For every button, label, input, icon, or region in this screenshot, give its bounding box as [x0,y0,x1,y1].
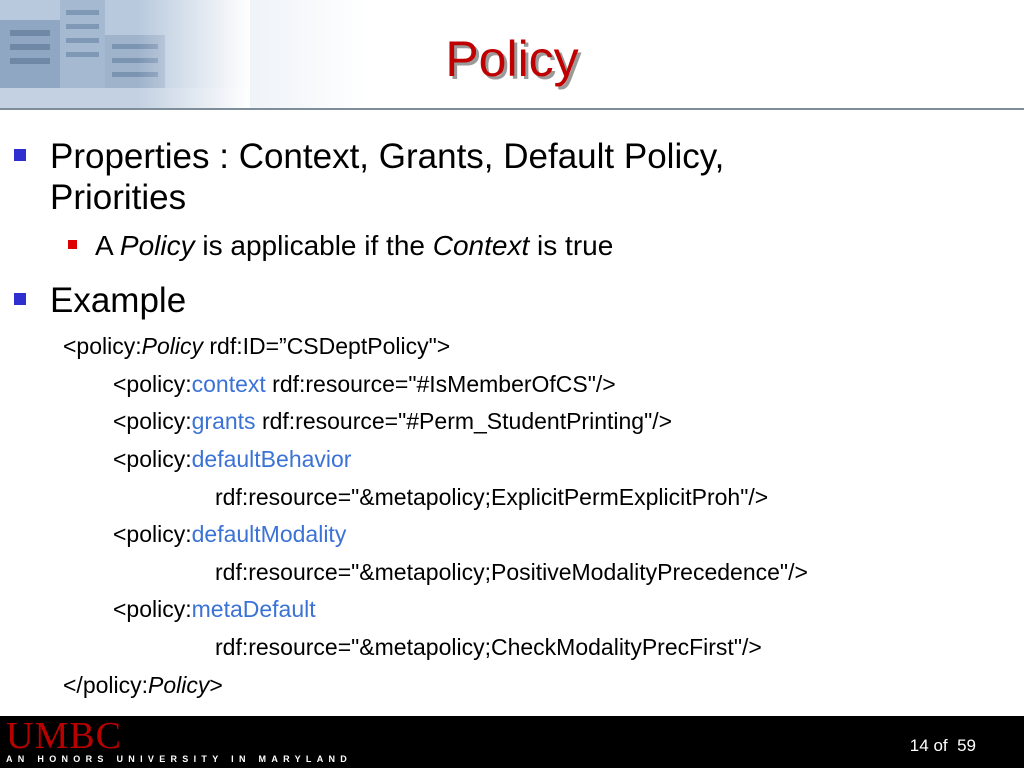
code-keyword: context [191,371,266,397]
code-line-policy-close [63,671,223,699]
bullet-properties [50,136,724,218]
slide-header [0,0,1024,110]
code-line-default-behavior [113,445,351,473]
code-token: > [209,672,223,698]
code-keyword: defaultModality [191,521,347,547]
bullet-square-icon [14,293,26,305]
code-line-default-modality [113,520,346,548]
code-token: <policy: [113,446,192,472]
bullet-properties-line1: Properties : Context, Grants, Default Policy, [50,137,725,176]
page-of: of [933,736,948,755]
code-line-default-modality-resource [215,558,808,586]
sub-bullet-text-mid: is applicable if the [194,230,433,261]
code-line-policy-open [63,332,450,360]
code-line-context [113,370,616,398]
header-divider [0,108,1024,110]
umbc-tagline: AN HONORS UNIVERSITY IN MARYLAND [6,754,353,764]
sub-bullet-context: Context [432,230,530,261]
umbc-logo: UMBC [6,715,122,757]
code-token: <policy: [113,408,192,434]
code-keyword: defaultBehavior [191,446,352,472]
code-token-italic: Policy [141,333,203,359]
sub-bullet-policy: Policy [119,230,195,261]
code-token: <policy: [113,596,192,622]
sub-bullet-text-end: is true [529,230,614,261]
code-token: <policy: [113,371,192,397]
code-line-meta-default-resource [215,633,762,661]
bullet-example [50,280,186,321]
slide-title: Policy [445,31,579,87]
sub-bullet-square-icon [68,240,77,249]
code-token: rdf:resource="#IsMemberOfCS"/> [265,371,616,397]
page-total: 59 [957,736,976,755]
sub-bullet-applicable [95,229,613,262]
code-token: rdf:resource="&metapolicy;ExplicitPermExplicitProh"/> [215,484,769,510]
code-keyword: metaDefault [191,596,316,622]
code-token: rdf:ID=”CSDeptPolicy"> [202,333,451,359]
bullet-square-icon [14,149,26,161]
bullet-example-label: Example [50,281,187,320]
page-current: 14 [909,736,929,755]
code-token-italic: Policy [148,672,210,698]
code-line-default-behavior-resource [215,483,768,511]
code-keyword: grants [191,408,256,434]
code-token: rdf:resource="&metapolicy;CheckModalityPrecFirst"/> [215,634,762,660]
code-token: </policy: [63,672,149,698]
code-token: rdf:resource="&metapolicy;PositiveModalityPrecedence"/> [215,559,808,585]
code-line-grants [113,407,672,435]
bullet-properties-line2: Priorities [50,178,187,217]
page-number [910,736,976,756]
code-token: <policy: [113,521,192,547]
slide-footer [0,716,1024,768]
code-line-meta-default [113,595,316,623]
code-token: rdf:resource="#Perm_StudentPrinting"/> [255,408,673,434]
sub-bullet-text-a: A [95,230,120,261]
code-token: <policy: [63,333,142,359]
